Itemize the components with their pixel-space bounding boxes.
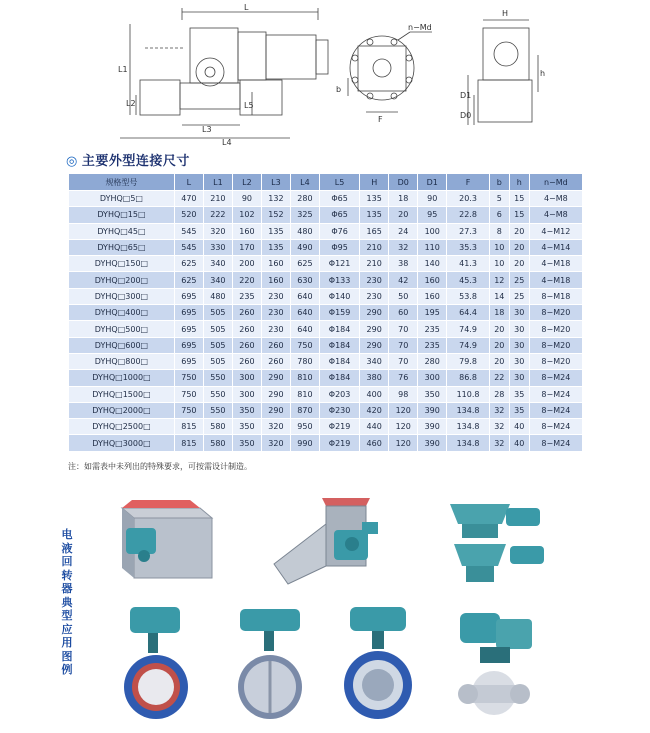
table-cell: Φ76 bbox=[319, 223, 359, 239]
table-cell: 290 bbox=[360, 321, 389, 337]
table-cell: 95 bbox=[418, 207, 447, 223]
table-cell: Φ65 bbox=[319, 207, 359, 223]
column-header: L1 bbox=[203, 174, 232, 191]
table-cell: 640 bbox=[290, 288, 319, 304]
photo-butterfly-valve-blue bbox=[334, 603, 424, 721]
dim-L5: L5 bbox=[244, 101, 254, 110]
dim-h: h bbox=[540, 69, 546, 78]
model-cell: DYHQ□200□ bbox=[69, 272, 175, 288]
table-cell: 695 bbox=[174, 353, 203, 369]
table-row bbox=[69, 402, 583, 418]
table-cell: 625 bbox=[290, 256, 319, 272]
table-cell: 30 bbox=[509, 305, 529, 321]
photo-butterfly-valve-red bbox=[112, 603, 212, 721]
table-cell: Φ159 bbox=[319, 305, 359, 321]
table-cell: 25 bbox=[509, 272, 529, 288]
table-cell: 5 bbox=[489, 191, 509, 207]
table-cell: Φ219 bbox=[319, 435, 359, 451]
model-cell: DYHQ□400□ bbox=[69, 305, 175, 321]
table-cell: 480 bbox=[203, 288, 232, 304]
table-cell: 505 bbox=[203, 305, 232, 321]
table-cell: 8−M24 bbox=[529, 402, 582, 418]
dim-L4: L4 bbox=[222, 138, 232, 147]
table-cell: 4−M12 bbox=[529, 223, 582, 239]
table-cell: 230 bbox=[360, 288, 389, 304]
table-cell: 210 bbox=[360, 239, 389, 255]
table-cell: 220 bbox=[232, 272, 261, 288]
table-cell: 630 bbox=[290, 272, 319, 288]
dim-D0: D0 bbox=[460, 111, 472, 120]
table-cell: 70 bbox=[389, 337, 418, 353]
table-cell: 50 bbox=[389, 288, 418, 304]
table-cell: 340 bbox=[360, 353, 389, 369]
table-cell: 160 bbox=[261, 256, 290, 272]
model-cell: DYHQ□500□ bbox=[69, 321, 175, 337]
column-header: F bbox=[447, 174, 490, 191]
table-cell: 260 bbox=[232, 353, 261, 369]
table-row bbox=[69, 305, 583, 321]
table-cell: Φ184 bbox=[319, 337, 359, 353]
dim-L2: L2 bbox=[126, 99, 136, 108]
table-cell: 64.4 bbox=[447, 305, 490, 321]
table-cell: 350 bbox=[232, 435, 261, 451]
dim-D1: D1 bbox=[460, 91, 472, 100]
table-cell: 580 bbox=[203, 435, 232, 451]
table-cell: 134.8 bbox=[447, 402, 490, 418]
table-cell: 160 bbox=[261, 272, 290, 288]
table-cell: 505 bbox=[203, 353, 232, 369]
section-title: ◎ 主要外型连接尺寸 bbox=[66, 154, 190, 169]
model-cell: DYHQ□2000□ bbox=[69, 402, 175, 418]
table-cell: 260 bbox=[232, 337, 261, 353]
table-cell: 350 bbox=[232, 402, 261, 418]
table-cell: 640 bbox=[290, 305, 319, 321]
table-cell: 950 bbox=[290, 419, 319, 435]
model-cell: DYHQ□15□ bbox=[69, 207, 175, 223]
table-cell: Φ65 bbox=[319, 191, 359, 207]
side-caption: 电液回转器典型应用图例 bbox=[61, 528, 73, 676]
technical-drawings bbox=[0, 0, 650, 150]
table-cell: 480 bbox=[290, 223, 319, 239]
table-cell: 280 bbox=[418, 353, 447, 369]
table-cell: 230 bbox=[261, 305, 290, 321]
table-cell: 8−M18 bbox=[529, 288, 582, 304]
table-cell: 20 bbox=[489, 337, 509, 353]
table-cell: Φ219 bbox=[319, 419, 359, 435]
table-cell: 18 bbox=[389, 191, 418, 207]
table-row bbox=[69, 256, 583, 272]
table-cell: 695 bbox=[174, 337, 203, 353]
table-cell: 325 bbox=[290, 207, 319, 223]
table-cell: 4−M14 bbox=[529, 239, 582, 255]
column-header: L bbox=[174, 174, 203, 191]
column-header: L3 bbox=[261, 174, 290, 191]
table-cell: 152 bbox=[261, 207, 290, 223]
table-cell: 695 bbox=[174, 321, 203, 337]
table-cell: 38 bbox=[389, 256, 418, 272]
dim-L1: L1 bbox=[118, 65, 128, 74]
table-cell: 222 bbox=[203, 207, 232, 223]
table-cell: 8−M24 bbox=[529, 370, 582, 386]
table-cell: 28 bbox=[489, 386, 509, 402]
table-cell: 32 bbox=[389, 239, 418, 255]
table-cell: 35 bbox=[509, 386, 529, 402]
table-cell: 8−M20 bbox=[529, 321, 582, 337]
table-cell: 20 bbox=[509, 223, 529, 239]
table-cell: 10 bbox=[489, 256, 509, 272]
table-cell: 300 bbox=[232, 386, 261, 402]
table-cell: 695 bbox=[174, 305, 203, 321]
model-cell: DYHQ□1500□ bbox=[69, 386, 175, 402]
table-cell: Φ184 bbox=[319, 321, 359, 337]
table-cell: 290 bbox=[261, 386, 290, 402]
table-cell: 695 bbox=[174, 288, 203, 304]
table-cell: Φ203 bbox=[319, 386, 359, 402]
table-cell: 86.8 bbox=[447, 370, 490, 386]
table-cell: 35.3 bbox=[447, 239, 490, 255]
table-cell: 102 bbox=[232, 207, 261, 223]
column-header: 规格型号 bbox=[69, 174, 175, 191]
table-cell: 230 bbox=[261, 321, 290, 337]
table-cell: 41.3 bbox=[447, 256, 490, 272]
table-cell: 15 bbox=[509, 191, 529, 207]
table-cell: 90 bbox=[232, 191, 261, 207]
table-cell: 8−M24 bbox=[529, 435, 582, 451]
table-cell: 160 bbox=[418, 272, 447, 288]
table-cell: 135 bbox=[261, 223, 290, 239]
table-cell: 170 bbox=[232, 239, 261, 255]
table-header-row bbox=[69, 174, 583, 191]
table-cell: 815 bbox=[174, 435, 203, 451]
table-row bbox=[69, 239, 583, 255]
table-cell: 120 bbox=[389, 435, 418, 451]
table-cell: 20 bbox=[389, 207, 418, 223]
table-cell: 440 bbox=[360, 419, 389, 435]
table-cell: 20 bbox=[509, 256, 529, 272]
table-cell: 74.9 bbox=[447, 321, 490, 337]
model-cell: DYHQ□65□ bbox=[69, 239, 175, 255]
table-cell: 25 bbox=[509, 288, 529, 304]
table-cell: 160 bbox=[232, 223, 261, 239]
dim-H: H bbox=[502, 9, 509, 18]
table-cell: 340 bbox=[203, 256, 232, 272]
column-header: L2 bbox=[232, 174, 261, 191]
circle-bullet-icon: ◎ bbox=[66, 154, 78, 169]
table-cell: 32 bbox=[489, 435, 509, 451]
column-header: L4 bbox=[290, 174, 319, 191]
table-cell: 14 bbox=[489, 288, 509, 304]
table-cell: 20 bbox=[489, 321, 509, 337]
table-cell: 260 bbox=[261, 353, 290, 369]
photo-ball-valve-actuator bbox=[440, 603, 550, 721]
photo-dual-hopper-valve bbox=[440, 494, 552, 590]
table-cell: 505 bbox=[203, 337, 232, 353]
table-cell: 100 bbox=[418, 223, 447, 239]
table-cell: 40 bbox=[509, 419, 529, 435]
table-cell: 235 bbox=[232, 288, 261, 304]
table-cell: 750 bbox=[174, 402, 203, 418]
table-cell: 350 bbox=[232, 419, 261, 435]
table-cell: 420 bbox=[360, 402, 389, 418]
table-cell: 120 bbox=[389, 419, 418, 435]
table-cell: 20 bbox=[509, 239, 529, 255]
table-cell: 350 bbox=[418, 386, 447, 402]
table-cell: 990 bbox=[290, 435, 319, 451]
table-cell: 280 bbox=[290, 191, 319, 207]
table-cell: 200 bbox=[232, 256, 261, 272]
column-header: H bbox=[360, 174, 389, 191]
table-cell: 20 bbox=[489, 353, 509, 369]
table-cell: Φ121 bbox=[319, 256, 359, 272]
table-cell: 625 bbox=[174, 256, 203, 272]
table-cell: 750 bbox=[290, 337, 319, 353]
column-header: n−Md bbox=[529, 174, 582, 191]
table-row bbox=[69, 191, 583, 207]
table-cell: 8 bbox=[489, 223, 509, 239]
table-cell: 30 bbox=[509, 353, 529, 369]
table-cell: 320 bbox=[203, 223, 232, 239]
table-cell: 210 bbox=[360, 256, 389, 272]
table-cell: 18 bbox=[489, 305, 509, 321]
table-cell: 8−M24 bbox=[529, 386, 582, 402]
table-cell: 135 bbox=[360, 191, 389, 207]
table-row bbox=[69, 288, 583, 304]
table-cell: 300 bbox=[418, 370, 447, 386]
table-cell: Φ184 bbox=[319, 370, 359, 386]
table-cell: 110 bbox=[418, 239, 447, 255]
table-cell: 4−M8 bbox=[529, 191, 582, 207]
table-cell: 195 bbox=[418, 305, 447, 321]
table-cell: 390 bbox=[418, 419, 447, 435]
table-cell: 505 bbox=[203, 321, 232, 337]
table-cell: 520 bbox=[174, 207, 203, 223]
table-cell: 24 bbox=[389, 223, 418, 239]
table-cell: 4−M18 bbox=[529, 256, 582, 272]
table-cell: 4−M8 bbox=[529, 207, 582, 223]
table-row bbox=[69, 435, 583, 451]
table-cell: 290 bbox=[261, 370, 290, 386]
photo-box-gate-actuator bbox=[112, 494, 220, 586]
model-cell: DYHQ□45□ bbox=[69, 223, 175, 239]
table-note: 注：如需表中未列出的特殊要求，可按需设计制造。 bbox=[68, 462, 252, 471]
flange-view-drawing bbox=[348, 32, 432, 112]
table-cell: 42 bbox=[389, 272, 418, 288]
table-cell: 90 bbox=[418, 191, 447, 207]
table-cell: 290 bbox=[261, 402, 290, 418]
front-view-drawing bbox=[120, 8, 328, 138]
table-cell: 545 bbox=[174, 223, 203, 239]
table-cell: 235 bbox=[418, 321, 447, 337]
table-row bbox=[69, 272, 583, 288]
table-cell: 550 bbox=[203, 402, 232, 418]
table-cell: 230 bbox=[360, 272, 389, 288]
table-cell: 320 bbox=[261, 419, 290, 435]
table-cell: Φ184 bbox=[319, 353, 359, 369]
table-cell: 545 bbox=[174, 239, 203, 255]
table-row bbox=[69, 207, 583, 223]
table-cell: 76 bbox=[389, 370, 418, 386]
table-cell: 32 bbox=[489, 402, 509, 418]
table-cell: 4−M18 bbox=[529, 272, 582, 288]
table-cell: 70 bbox=[389, 321, 418, 337]
side-view-drawing bbox=[468, 20, 538, 125]
table-row bbox=[69, 321, 583, 337]
table-cell: 490 bbox=[290, 239, 319, 255]
model-cell: DYHQ□2500□ bbox=[69, 419, 175, 435]
table-cell: 22.8 bbox=[447, 207, 490, 223]
table-cell: 235 bbox=[418, 337, 447, 353]
column-header: D1 bbox=[418, 174, 447, 191]
table-cell: 32 bbox=[489, 419, 509, 435]
table-cell: 79.8 bbox=[447, 353, 490, 369]
table-cell: 870 bbox=[290, 402, 319, 418]
model-cell: DYHQ□800□ bbox=[69, 353, 175, 369]
table-cell: 53.8 bbox=[447, 288, 490, 304]
table-cell: 30 bbox=[509, 337, 529, 353]
table-cell: 12 bbox=[489, 272, 509, 288]
table-cell: 74.9 bbox=[447, 337, 490, 353]
model-cell: DYHQ□1000□ bbox=[69, 370, 175, 386]
table-cell: 22 bbox=[489, 370, 509, 386]
column-header: L5 bbox=[319, 174, 359, 191]
table-row bbox=[69, 419, 583, 435]
table-row bbox=[69, 337, 583, 353]
table-cell: 750 bbox=[174, 386, 203, 402]
table-row bbox=[69, 353, 583, 369]
table-cell: 27.3 bbox=[447, 223, 490, 239]
table-cell: 815 bbox=[174, 419, 203, 435]
table-cell: 110.8 bbox=[447, 386, 490, 402]
dimensions-table bbox=[68, 173, 583, 452]
table-cell: 390 bbox=[418, 402, 447, 418]
table-cell: 460 bbox=[360, 435, 389, 451]
table-cell: 260 bbox=[232, 305, 261, 321]
table-cell: 260 bbox=[261, 337, 290, 353]
photo-angled-chute-gate bbox=[266, 494, 390, 586]
table-cell: 330 bbox=[203, 239, 232, 255]
table-cell: 810 bbox=[290, 386, 319, 402]
table-cell: 45.3 bbox=[447, 272, 490, 288]
table-cell: 290 bbox=[360, 337, 389, 353]
table-row bbox=[69, 223, 583, 239]
table-row bbox=[69, 370, 583, 386]
table-cell: 550 bbox=[203, 386, 232, 402]
table-cell: 6 bbox=[489, 207, 509, 223]
table-cell: 470 bbox=[174, 191, 203, 207]
table-cell: 8−M20 bbox=[529, 353, 582, 369]
table-cell: 230 bbox=[261, 288, 290, 304]
table-cell: 750 bbox=[174, 370, 203, 386]
table-cell: 8−M24 bbox=[529, 419, 582, 435]
table-cell: Φ133 bbox=[319, 272, 359, 288]
table-cell: 165 bbox=[360, 223, 389, 239]
table-cell: Φ95 bbox=[319, 239, 359, 255]
table-cell: 300 bbox=[232, 370, 261, 386]
model-cell: DYHQ□3000□ bbox=[69, 435, 175, 451]
dim-L3: L3 bbox=[202, 125, 212, 134]
photo-butterfly-valve-grey bbox=[226, 603, 316, 721]
table-cell: 580 bbox=[203, 419, 232, 435]
dim-b: b bbox=[336, 85, 342, 94]
table-cell: 20.3 bbox=[447, 191, 490, 207]
table-cell: 8−M20 bbox=[529, 337, 582, 353]
table-cell: 8−M20 bbox=[529, 305, 582, 321]
table-cell: 210 bbox=[203, 191, 232, 207]
table-cell: 380 bbox=[360, 370, 389, 386]
table-cell: 98 bbox=[389, 386, 418, 402]
table-cell: 810 bbox=[290, 370, 319, 386]
table-cell: 400 bbox=[360, 386, 389, 402]
table-cell: 40 bbox=[509, 435, 529, 451]
table-cell: 120 bbox=[389, 402, 418, 418]
table-cell: 550 bbox=[203, 370, 232, 386]
column-header: h bbox=[509, 174, 529, 191]
table-cell: 140 bbox=[418, 256, 447, 272]
table-cell: 320 bbox=[261, 435, 290, 451]
table-cell: 340 bbox=[203, 272, 232, 288]
column-header: b bbox=[489, 174, 509, 191]
table-cell: 15 bbox=[509, 207, 529, 223]
table-cell: 134.8 bbox=[447, 419, 490, 435]
table-cell: 30 bbox=[509, 370, 529, 386]
table-cell: 10 bbox=[489, 239, 509, 255]
dim-F: F bbox=[378, 115, 383, 124]
table-row bbox=[69, 386, 583, 402]
table-cell: Φ140 bbox=[319, 288, 359, 304]
table-cell: 135 bbox=[261, 239, 290, 255]
model-cell: DYHQ□150□ bbox=[69, 256, 175, 272]
table-cell: 625 bbox=[174, 272, 203, 288]
table-cell: 35 bbox=[509, 402, 529, 418]
model-cell: DYHQ□300□ bbox=[69, 288, 175, 304]
table-cell: 390 bbox=[418, 435, 447, 451]
table-cell: 290 bbox=[360, 305, 389, 321]
table-cell: 132 bbox=[261, 191, 290, 207]
table-cell: Φ230 bbox=[319, 402, 359, 418]
dim-nMd: n−Md bbox=[408, 23, 432, 32]
table-cell: 70 bbox=[389, 353, 418, 369]
table-cell: 30 bbox=[509, 321, 529, 337]
table-cell: 135 bbox=[360, 207, 389, 223]
table-cell: 640 bbox=[290, 321, 319, 337]
model-cell: DYHQ□5□ bbox=[69, 191, 175, 207]
dim-L: L bbox=[244, 3, 249, 12]
table-cell: 260 bbox=[232, 321, 261, 337]
table-cell: 780 bbox=[290, 353, 319, 369]
table-cell: 60 bbox=[389, 305, 418, 321]
table-cell: 134.8 bbox=[447, 435, 490, 451]
column-header: D0 bbox=[389, 174, 418, 191]
model-cell: DYHQ□600□ bbox=[69, 337, 175, 353]
table-cell: 160 bbox=[418, 288, 447, 304]
